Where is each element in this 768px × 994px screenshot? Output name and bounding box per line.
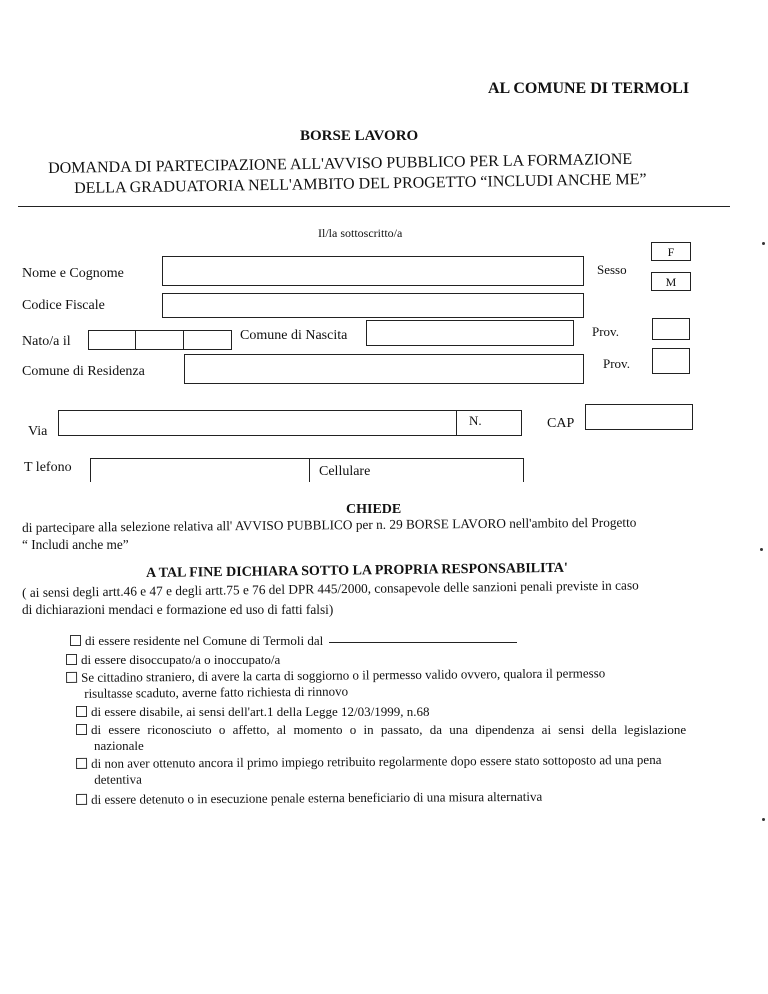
- checkbox-disabile[interactable]: [76, 706, 87, 717]
- dipendenza-label: di essere riconosciuto o affetto, al momento o in passato, da una dipendenza ai sensi della legislazione: [91, 722, 687, 737]
- residente-label: di essere residente nel Comune di Termoli dal: [85, 633, 324, 648]
- label-comune-residenza: Comune di Residenza: [22, 364, 145, 379]
- data-segment-divider: [183, 331, 184, 349]
- label-cap: CAP: [547, 416, 575, 431]
- header-divider: [18, 206, 730, 207]
- form-title: BORSE LAVORO: [300, 128, 419, 144]
- via-field[interactable]: [58, 410, 522, 436]
- checklist-item-disoccupato: [66, 652, 280, 668]
- sesso-m-label: M: [665, 275, 677, 289]
- checklist-item-detenuto: [76, 789, 542, 808]
- straniero-label: Se cittadino straniero, di avere la carta di soggiorno o il permesso valido ovvero, qualora il permesso: [80, 665, 606, 685]
- straniero-label-cont: risultasse scaduto, averne fatto richiesta di rinnovo: [84, 683, 349, 701]
- telefono-field[interactable]: [90, 458, 524, 482]
- codice-fiscale-field[interactable]: [162, 293, 584, 318]
- sesso-m-box[interactable]: [651, 272, 691, 291]
- prov-nascita-field[interactable]: [652, 318, 690, 340]
- impiego-label-cont: detentiva: [94, 771, 142, 787]
- chiede-heading: CHIEDE: [346, 502, 402, 517]
- checkbox-dipendenza[interactable]: [76, 724, 87, 735]
- checkbox-impiego[interactable]: [76, 758, 87, 769]
- phone-divider: [309, 459, 310, 482]
- sesso-f-box[interactable]: [651, 242, 691, 261]
- dipendenza-label-cont: nazionale: [94, 738, 144, 753]
- label-nome-cognome: Nome e Cognome: [22, 266, 124, 281]
- disoccupato-label: di essere disoccupato/a o inoccupato/a: [81, 652, 281, 667]
- subtitle-line-2: DELLA GRADUATORIA NELL'AMBITO DEL PROGETTO “INCLUDI ANCHE ME”: [74, 171, 647, 197]
- checklist-item-residente: [70, 633, 517, 649]
- declaration-text-2: di dichiarazioni mendaci e formazione ed uso di fatti falsi): [22, 602, 334, 617]
- subtitle-line-1: DOMANDA DI PARTECIPAZIONE ALL'AVVISO PUBBLICO PER LA FORMAZIONE: [48, 150, 633, 177]
- sesso-f-label: F: [667, 245, 675, 259]
- disabile-label: di essere disabile, ai sensi dell'art.1 della Legge 12/03/1999, n.68: [91, 704, 430, 719]
- declaration-text-1: ( ai sensi degli artt.46 e 47 e degli artt.75 e 76 del DPR 445/2000, consapevole delle sanzioni penali previste in caso: [22, 577, 639, 600]
- label-via: Via: [28, 424, 48, 439]
- checklist-item-disabile: [76, 704, 429, 720]
- via-number-divider: [456, 411, 457, 435]
- scan-speck: [762, 242, 765, 245]
- label-prov-residenza: Prov.: [603, 356, 630, 371]
- label-sesso: Sesso: [597, 262, 627, 277]
- detenuto-label: di essere detenuto o in esecuzione penale esterna beneficiario di una misura alternativa: [90, 788, 543, 807]
- request-line-1: di partecipare alla selezione relativa all' AVVISO PUBBLICO per n. 29 BORSE LAVORO nell'ambito del Progetto: [22, 514, 637, 535]
- label-numero: N.: [469, 413, 482, 428]
- checklist-item-dipendenza: [76, 722, 686, 754]
- data-nascita-field[interactable]: [88, 330, 232, 350]
- scan-speck: [762, 818, 765, 821]
- label-telefono: T lefono: [24, 460, 72, 475]
- impiego-label: di non aver ottenuto ancora il primo impiego retribuito regolarmente dopo essere stato sottoposto ad una pena: [90, 751, 662, 771]
- declaration-heading: A TAL FINE DICHIARA SOTTO LA PROPRIA RESPONSABILITA': [146, 560, 568, 581]
- checklist-item-straniero: [66, 665, 605, 702]
- checkbox-detenuto[interactable]: [76, 794, 87, 805]
- checkbox-straniero[interactable]: [66, 672, 77, 683]
- checkbox-residente[interactable]: [70, 635, 81, 646]
- request-line-2: “ Includi anche me”: [22, 537, 129, 552]
- recipient: AL COMUNE DI TERMOLI: [488, 80, 690, 97]
- intro-text: Il/la sottoscritto/a: [318, 226, 403, 240]
- checkbox-disoccupato[interactable]: [66, 654, 77, 665]
- comune-nascita-field[interactable]: [366, 320, 574, 346]
- checklist-item-impiego: [76, 752, 662, 788]
- prov-residenza-field[interactable]: [652, 348, 690, 374]
- label-nato-il: Nato/a il: [22, 334, 71, 349]
- comune-residenza-field[interactable]: [184, 354, 584, 384]
- label-comune-nascita: Comune di Nascita: [240, 328, 348, 343]
- label-codice-fiscale: Codice Fiscale: [22, 298, 105, 313]
- data-segment-divider: [135, 331, 136, 349]
- nome-cognome-field[interactable]: [162, 256, 584, 286]
- label-prov-nascita: Prov.: [592, 324, 619, 339]
- residente-date-line[interactable]: [329, 642, 517, 643]
- scan-speck: [760, 548, 763, 551]
- cap-field[interactable]: [585, 404, 693, 430]
- label-cellulare: Cellulare: [319, 464, 371, 479]
